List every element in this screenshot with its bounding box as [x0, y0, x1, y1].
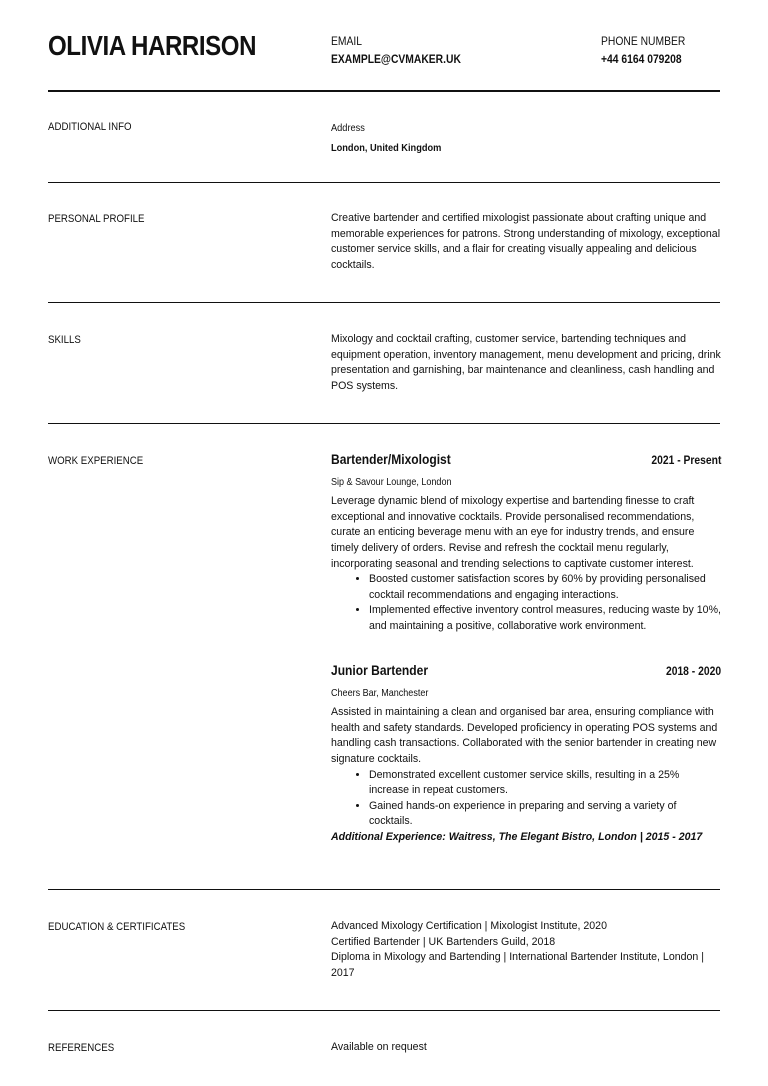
list-item: Advanced Mixology Certification | Mixologist Institute, 2020: [331, 920, 607, 932]
job-title: Bartender/Mixologist: [331, 451, 451, 467]
candidate-name: OLIVIA HARRISON: [48, 30, 257, 61]
phone-label: PHONE NUMBER: [601, 34, 686, 48]
list-item: Certified Bartender | UK Bartenders Guild, 2018: [331, 935, 556, 948]
job-achievements: [369, 572, 721, 634]
skills-title: SKILLS: [48, 334, 81, 346]
list-item: • Boosted customer satisfaction scores by 60% by providing personalised cocktail recommendations and engaging interactions.: [369, 572, 721, 603]
skills-text: Mixology and cocktail crafting, customer service, bartending techniques and equipment operation, inventory management, menu development and pricing, drink presentation and garnishing, bar maintenance and cleanliness, cash handling and POS systems.: [331, 333, 721, 392]
address-value: London, United Kingdom: [331, 141, 442, 154]
references-text: Available on request: [331, 1041, 427, 1053]
section-divider: [48, 889, 720, 890]
job-company: Cheers Bar, Manchester: [331, 686, 429, 699]
additional-info-title: ADDITIONAL INFO: [48, 121, 132, 133]
references-title: REFERENCES: [48, 1042, 115, 1054]
list-item: • Demonstrated excellent customer service skills, resulting in a 25% increase in repeat customers.: [369, 768, 721, 799]
phone-block: [601, 34, 699, 66]
education-title: EDUCATION & CERTIFICATES: [48, 921, 186, 933]
address-label: Address: [331, 122, 365, 134]
list-item: • Gained hands-on experience in preparing and serving a variety of cocktails.: [369, 799, 721, 830]
list-item: Diploma in Mixology and Bartending | International Bartender Institute, London | 2017: [331, 951, 704, 979]
job-entry: [331, 452, 721, 635]
job-company: Sip & Savour Lounge, London: [331, 475, 452, 488]
section-divider: [48, 1010, 720, 1011]
header-divider: [48, 90, 720, 92]
education-list: [331, 919, 721, 981]
job-achievements: [369, 768, 721, 830]
job-dates: 2018 - 2020: [665, 664, 721, 678]
section-divider: [48, 423, 720, 424]
job-entry: [331, 663, 721, 846]
section-divider: [48, 182, 720, 183]
email-label: EMAIL: [331, 34, 362, 48]
job-title: Junior Bartender: [331, 662, 429, 678]
work-experience-title: WORK EXPERIENCE: [48, 455, 144, 467]
personal-profile-title: PERSONAL PROFILE: [48, 213, 145, 225]
additional-info-content: [331, 121, 721, 156]
job-dates: 2021 - Present: [651, 453, 721, 467]
section-divider: [48, 302, 720, 303]
phone-value: +44 6164 079208: [601, 52, 682, 66]
list-item: • Implemented effective inventory control measures, reducing waste by 10%, and maintaining a positive, collaborative work environment.: [369, 603, 721, 634]
resume-header: [48, 28, 720, 90]
additional-experience: Additional Experience: Waitress, The Elegant Bistro, London | 2015 - 2017: [331, 830, 703, 843]
email-value: EXAMPLE@CVMAKER.UK: [331, 52, 461, 66]
job-description: Leverage dynamic blend of mixology expertise and bartending finesse to craft exceptional and innovative cocktails. Provide personalised recommendations, curate an enticing beverage menu with an eye for industry trends, and ensure timely delivery of orders. Revise and refresh the cocktail menu regularly, incorporating seasonal and trending selections to captivate customer interest.: [331, 495, 695, 570]
personal-profile-text: Creative bartender and certified mixologist passionate about crafting unique and memorable experiences for patrons. Strong understanding of mixology, exceptional customer service skills, and a flair for creating visually appealing and delicious cocktails.: [331, 212, 721, 271]
email-block: [331, 34, 482, 66]
job-description: Assisted in maintaining a clean and organised bar area, ensuring compliance with health and safety standards. Developed proficiency in operating POS systems and handling cash transactions. Collaborated with the senior bartender in creating new signature cocktails.: [331, 706, 718, 765]
